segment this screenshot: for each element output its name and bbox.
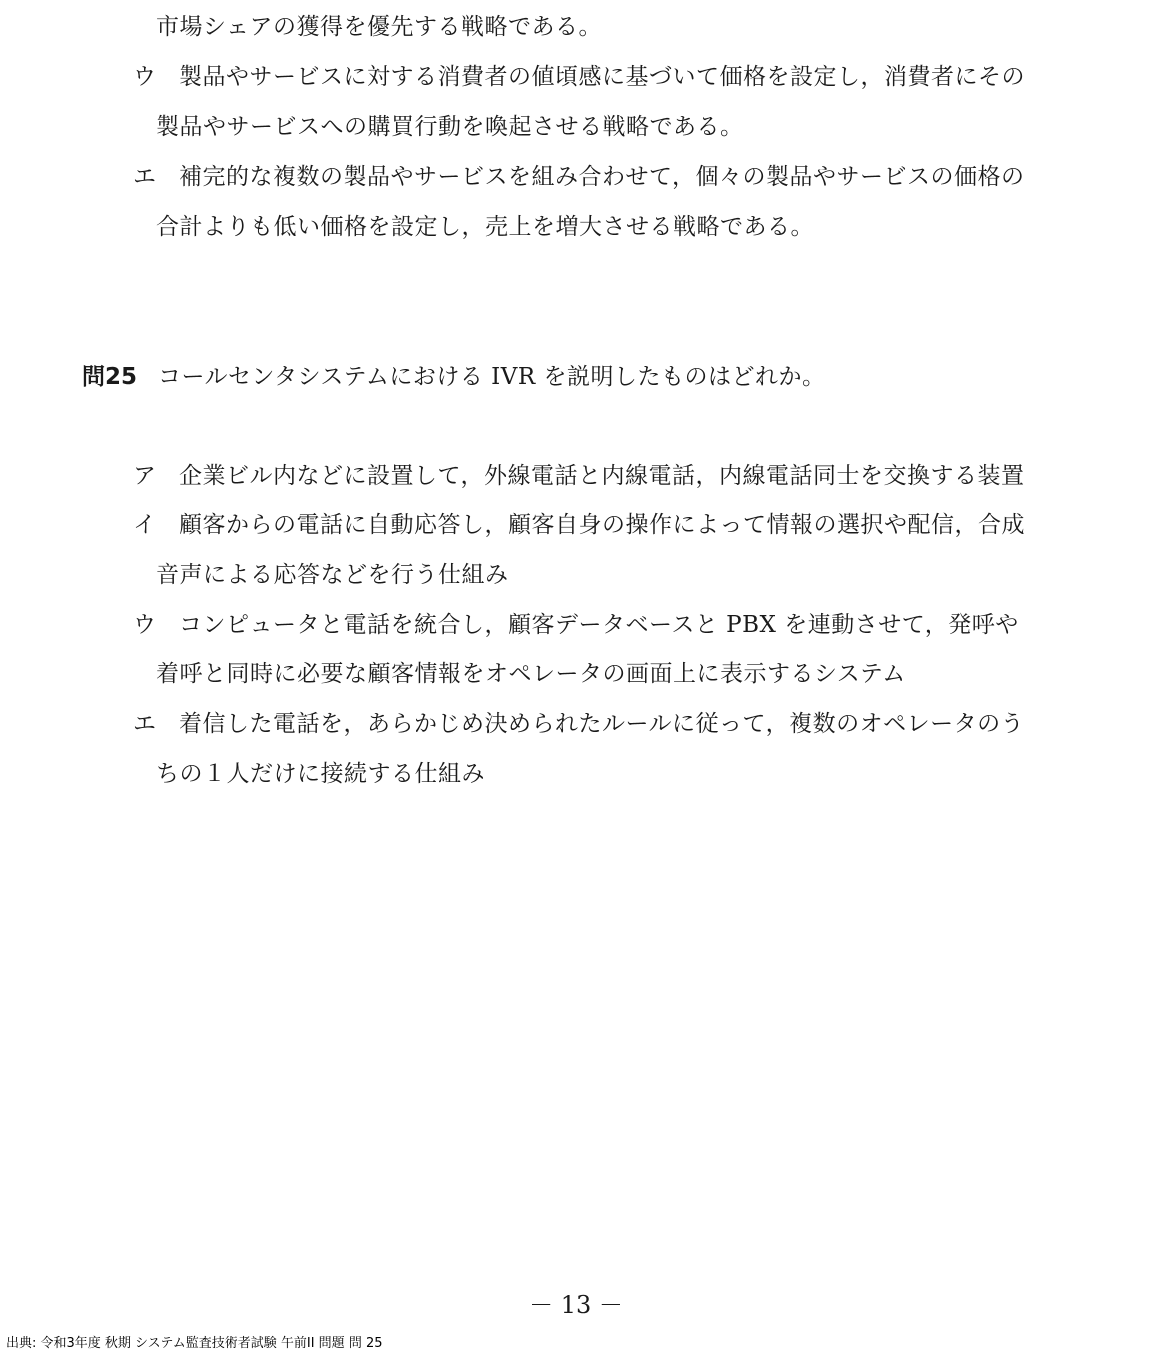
- question-number: 問25: [82, 364, 138, 390]
- option-e-line2: ちの１人だけに接続する仕組み: [156, 761, 485, 787]
- option-text: 着信した電話を，あらかじめ決められたルールに従って，複数のオペレータのう: [179, 711, 1025, 737]
- prev-option-continuation: 市場シェアの獲得を優先する戦略である。: [156, 14, 603, 40]
- option-label: ウ: [133, 612, 156, 638]
- option-text: 企業ビル内などに設置して，外線電話と内線電話，内線電話同士を交換する装置: [179, 463, 1025, 489]
- option-u-line2: 着呼と同時に必要な顧客情報をオペレータの画面上に表示するシステム: [156, 661, 906, 687]
- prev-option-e: [133, 162, 1025, 192]
- option-label: エ: [133, 711, 156, 737]
- option-label: エ: [133, 164, 156, 190]
- option-label: ウ: [133, 64, 156, 90]
- option-i: [133, 510, 1025, 540]
- option-u: [133, 610, 1019, 640]
- question-heading: [82, 362, 825, 392]
- question-text: コールセンタシステムにおける IVR を説明したものはどれか。: [158, 364, 826, 390]
- option-text: 補完的な複数の製品やサービスを組み合わせて，個々の製品やサービスの価格の: [179, 164, 1025, 190]
- option-label: イ: [133, 512, 156, 538]
- prev-option-e-line2: 合計よりも低い価格を設定し，売上を増大させる戦略である。: [156, 214, 814, 240]
- page-number: － 13 －: [529, 1291, 623, 1319]
- option-i-line2: 音声による応答などを行う仕組み: [156, 562, 509, 588]
- option-text: 製品やサービスに対する消費者の値頃感に基づいて価格を設定し，消費者にその: [179, 64, 1025, 90]
- prev-option-u: [133, 62, 1025, 92]
- option-a: [133, 461, 1025, 491]
- option-e: [133, 709, 1024, 739]
- source-caption: 出典: 令和3年度 秋期 システム監査技術者試験 午前II 問題 問 25: [6, 1336, 383, 1351]
- option-text: 顧客からの電話に自動応答し，顧客自身の操作によって情報の選択や配信，合成: [179, 512, 1025, 538]
- option-text: コンピュータと電話を統合し，顧客データベースと PBX を連動させて，発呼や: [179, 612, 1019, 638]
- option-label: ア: [133, 463, 156, 489]
- prev-option-u-line2: 製品やサービスへの購買行動を喚起させる戦略である。: [156, 114, 744, 140]
